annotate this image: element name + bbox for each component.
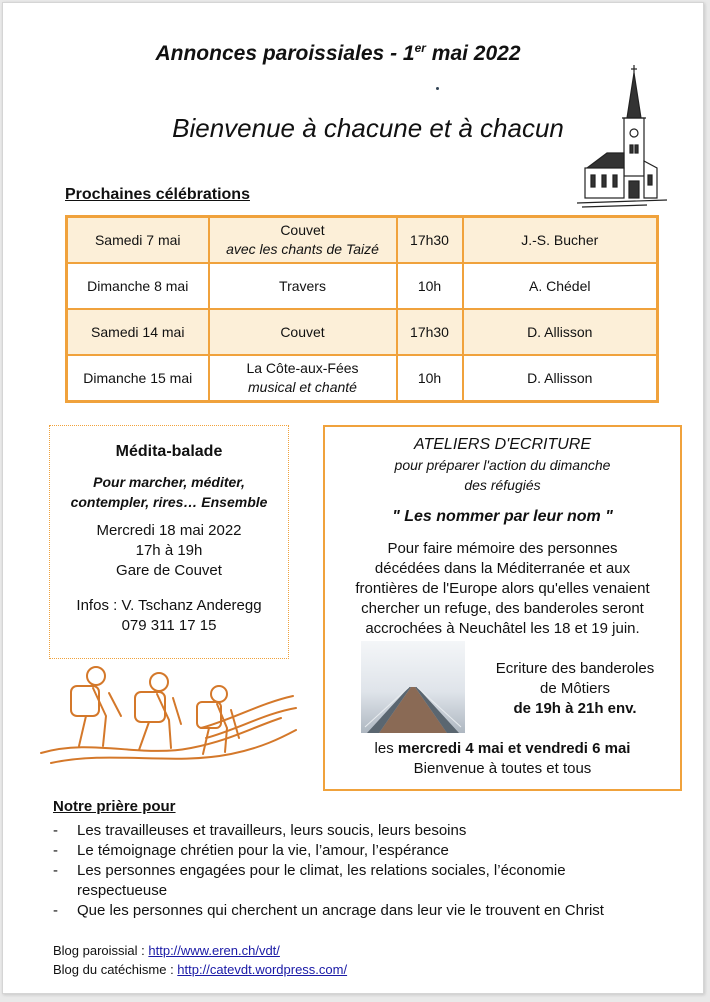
cell-officiant: J.-S. Bucher — [463, 217, 658, 264]
medita-tagline-1: Pour marcher, méditer, — [93, 474, 245, 490]
dates-prefix: les — [374, 740, 398, 757]
place-label: Travers — [279, 277, 326, 294]
ateliers-body-3: frontières de l'Europe alors qu'elles venaient — [355, 580, 650, 597]
table-row — [67, 217, 658, 264]
medita-contact: Infos : V. Tschanz Anderegg — [76, 597, 262, 614]
hikers-illustration — [31, 658, 301, 768]
ateliers-sub-2: des réfugiés — [464, 477, 541, 493]
ateliers-title: ATELIERS D'ECRITURE — [413, 436, 591, 453]
medita-date: Mercredi 18 mai 2022 — [96, 522, 242, 539]
cell-date: Dimanche 15 mai — [67, 355, 209, 402]
welcome-heading: Bienvenue à chacune et à chacun — [172, 113, 564, 143]
medita-tagline-2: contempler, rires… Ensemble — [70, 494, 268, 510]
celebrations-table — [65, 215, 659, 403]
cell-date: Samedi 14 mai — [67, 309, 209, 355]
ateliers-ecr-1: Ecriture des banderoles — [495, 660, 655, 677]
cell-time: 10h — [397, 263, 463, 309]
page-title — [3, 41, 673, 66]
page — [2, 2, 704, 994]
table-row — [67, 309, 658, 355]
medita-title: Médita-balade — [115, 443, 223, 460]
medita-place: Gare de Couvet — [116, 562, 222, 579]
list-item: - Le témoignage chrétien pour la vie, l’amour, l’espérance — [53, 841, 673, 861]
cell-officiant: D. Allisson — [463, 309, 658, 355]
cell-time: 17h30 — [397, 309, 463, 355]
ateliers-body-5: accrochées à Neuchâtel les 18 et 19 juin. — [365, 620, 640, 637]
medita-hours: 17h à 19h — [135, 542, 203, 559]
ateliers-box — [323, 425, 682, 791]
ateliers-dates — [325, 739, 680, 759]
table-row — [67, 263, 658, 309]
celebrations-heading: Prochaines célébrations — [65, 186, 250, 203]
place-note: musical et chanté — [248, 379, 357, 395]
cell-date: Samedi 7 mai — [67, 217, 209, 264]
cell-officiant: D. Allisson — [463, 355, 658, 402]
pier-photo — [361, 641, 465, 733]
title-sup: er — [414, 41, 426, 55]
list-item: - Les travailleuses et travailleurs, leurs soucis, leurs besoins — [53, 821, 673, 841]
ateliers-body-4: chercher un refuge, des banderoles seront — [361, 600, 644, 617]
blog-cat-row — [53, 960, 347, 979]
ateliers-quote: " Les nommer par leur nom " — [392, 508, 613, 525]
cell-officiant: A. Chédel — [463, 263, 658, 309]
place-label: Couvet — [280, 222, 325, 238]
blog-parish-link[interactable]: http://www.eren.ch/vdt/ — [148, 943, 280, 958]
title-text: Annonces paroissiales - 1 — [155, 42, 415, 65]
ateliers-body-2: décédées dans la Méditerranée et aux — [374, 560, 631, 577]
cell-date: Dimanche 8 mai — [67, 263, 209, 309]
ateliers-sub-1: pour préparer l'action du dimanche — [394, 457, 611, 473]
cell-place — [209, 263, 397, 309]
place-label: Couvet — [280, 323, 325, 340]
cell-place — [209, 309, 397, 355]
title-date: mai 2022 — [425, 42, 521, 65]
ateliers-welcome: Bienvenue à toutes et tous — [413, 760, 592, 777]
medita-phone: 079 311 17 15 — [121, 617, 217, 634]
blog-cat-link[interactable]: http://catevdt.wordpress.com/ — [177, 962, 348, 977]
place-label: La Côte-aux-Fées — [246, 360, 359, 376]
prayer-heading: Notre prière pour — [53, 798, 176, 815]
church-illustration — [577, 63, 669, 209]
cell-time: 17h30 — [397, 217, 463, 264]
dates-bold: mercredi 4 mai et vendredi 6 mai — [397, 740, 631, 757]
table-row — [67, 355, 658, 402]
cell-place — [209, 217, 397, 264]
list-item: - Les personnes engagées pour le climat, les relations sociales, l’économie respectueuse — [53, 861, 673, 901]
blog-parish-row — [53, 941, 347, 960]
blog-parish-label: Blog paroissial : — [53, 943, 149, 958]
ateliers-ecr-2: de Môtiers — [539, 680, 611, 697]
prayer-list — [53, 821, 673, 921]
ateliers-ecr-3: de 19h à 21h env. — [513, 700, 637, 717]
cell-time: 10h — [397, 355, 463, 402]
ateliers-body-1: Pour faire mémoire des personnes — [387, 540, 618, 557]
blog-cat-label: Blog du catéchisme : — [53, 962, 178, 977]
place-note: avec les chants de Taizé — [226, 241, 379, 257]
blog-links — [53, 941, 347, 979]
medita-box — [49, 425, 289, 659]
cell-place — [209, 355, 397, 402]
dot-mark — [436, 87, 439, 90]
list-item: - Que les personnes qui cherchent un ancrage dans leur vie le trouvent en Christ — [53, 901, 673, 921]
